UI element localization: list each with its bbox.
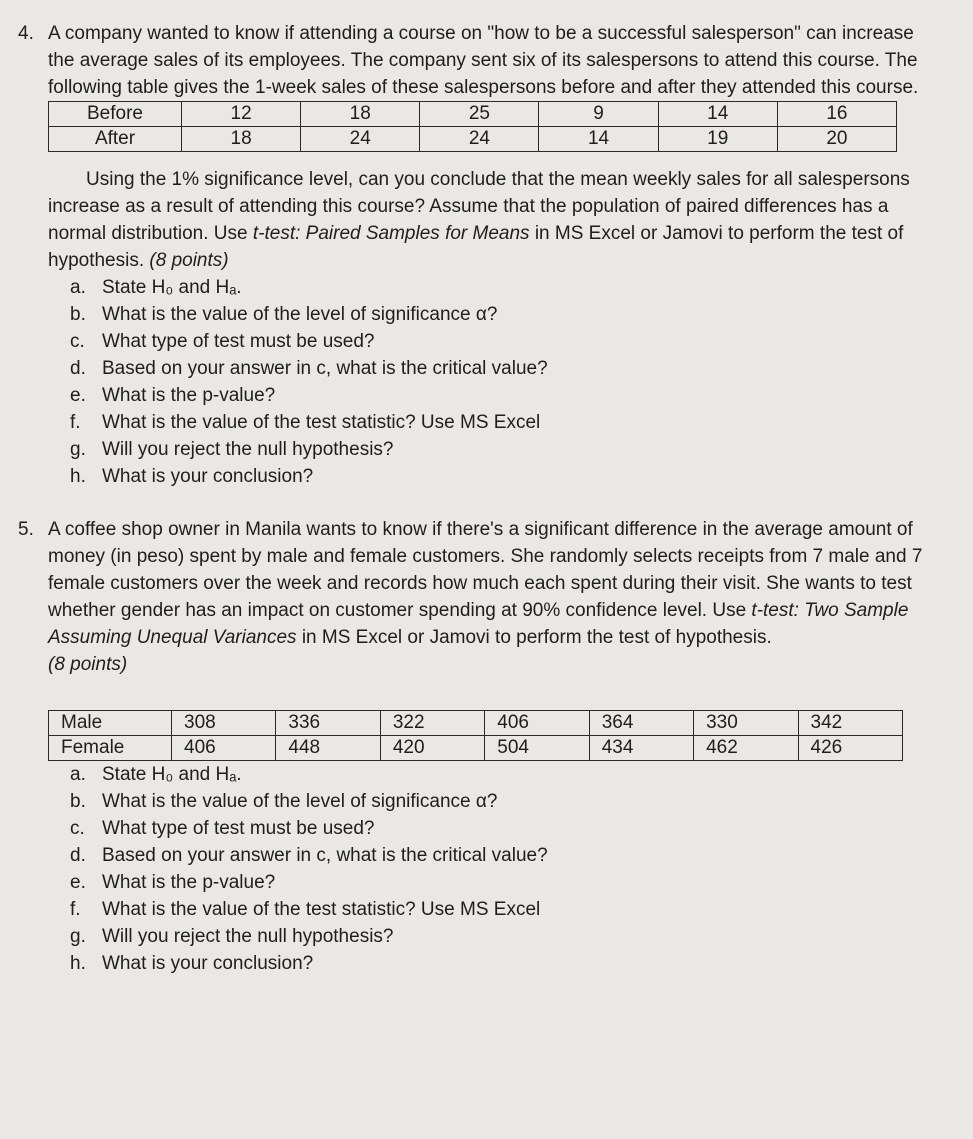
problem-5-subquestion — [70, 923, 933, 950]
problem-5-subquestion-text: What is the value of the level of significance α? — [102, 791, 498, 812]
problem-5-subquestion-label: g. — [70, 926, 86, 947]
problem-4-subquestion-label: c. — [70, 331, 85, 352]
problem-4-subquestion-text: State H₀ and Hₐ. — [102, 277, 242, 298]
problem-4-table-cell: 24 — [420, 127, 539, 152]
problem-5-subquestion — [70, 761, 933, 788]
problem-4-subquestion — [70, 463, 933, 490]
problem-5-table-cell: 406 — [485, 711, 589, 736]
problem-5-table-row-label: Female — [49, 736, 172, 761]
problem-4-table-cell: 24 — [301, 127, 420, 152]
problem-4-table-cell: 19 — [658, 127, 777, 152]
problem-4-table-cell: 18 — [182, 127, 301, 152]
problem-5-table-cell: 504 — [485, 736, 589, 761]
problem-5-table-cell: 342 — [798, 711, 902, 736]
problem-5-subquestion-text: Will you reject the null hypothesis? — [102, 926, 394, 947]
problem-4-table-cell: 9 — [539, 102, 658, 127]
problem-5-subquestion-label: h. — [70, 953, 86, 974]
problem-5-table — [48, 710, 903, 761]
problem-5-intro-tail: in MS Excel or Jamovi to perform the test of hypothesis. — [296, 627, 772, 648]
problem-5-table-cell: 364 — [589, 711, 693, 736]
problem-4-subquestion-text: What type of test must be used? — [102, 331, 375, 352]
problem-4-subquestion-text: What is the value of the test statistic? Use MS Excel — [102, 412, 541, 433]
problem-4-intro: A company wanted to know if attending a course on "how to be a successful salesperson" can increase the average sales of its employees. The company sent six of its salespersons to attend this course. The following table gives the 1-week sales of these salespersons before and after they attended this course. — [48, 23, 919, 98]
problem-5-table-cell: 406 — [172, 736, 276, 761]
problem-4-number: 4. — [18, 23, 34, 44]
problem-4-subquestion-label: e. — [70, 385, 86, 406]
problem-4-subquestion — [70, 328, 933, 355]
problem-5-body — [48, 516, 933, 678]
problem-4-table-row — [49, 127, 897, 152]
problem-5-subquestions — [18, 761, 933, 977]
problem-4 — [18, 20, 933, 274]
problem-5-table-cell: 322 — [380, 711, 484, 736]
problem-5-intro — [48, 516, 933, 651]
problem-4-table-cell: 20 — [777, 127, 896, 152]
problem-5-subquestion-text: State H₀ and Hₐ. — [102, 764, 242, 785]
problem-4-subquestion-text: Will you reject the null hypothesis? — [102, 439, 394, 460]
problem-4-points: (8 points) — [149, 250, 229, 271]
problem-4-table-cell: 12 — [182, 102, 301, 127]
problem-4-subquestion-label: f. — [70, 412, 81, 433]
problem-5 — [18, 516, 933, 678]
problem-4-subquestion — [70, 436, 933, 463]
problem-5-points: (8 points) — [48, 654, 128, 675]
problem-4-subquestion — [70, 301, 933, 328]
problem-4-table-cell: 18 — [301, 102, 420, 127]
problem-5-table-row-label: Male — [49, 711, 172, 736]
problem-5-intro-text: A coffee shop owner in Manila wants to know if there's a significant difference in the average amount of money (in peso) spent by male and female customers. She randomly selects receipts from 7 male and 7 female customers over the week and records how much each spent during their visit. She wants to test whether gender has an impact on customer spending at 90% confidence level. Use — [48, 519, 923, 621]
problem-5-subquestion-text: What is the p-value? — [102, 872, 276, 893]
problem-5-subquestion-text: Based on your answer in c, what is the critical value? — [102, 845, 548, 866]
problem-5-subquestion-text: What is your conclusion? — [102, 953, 314, 974]
problem-4-subquestion-label: b. — [70, 304, 86, 325]
problem-5-subquestion — [70, 896, 933, 923]
problem-5-subquestion-label: c. — [70, 818, 85, 839]
problem-4-subquestion — [70, 274, 933, 301]
problem-4-subquestion — [70, 382, 933, 409]
problem-4-subquestion-text: What is the p-value? — [102, 385, 276, 406]
problem-4-table-cell: 25 — [420, 102, 539, 127]
problem-4-subquestion-label: h. — [70, 466, 86, 487]
problem-4-subquestion-text: What is the value of the level of significance α? — [102, 304, 498, 325]
problem-4-test-name: t-test: Paired Samples for Means — [252, 223, 530, 244]
problem-5-subquestion-label: f. — [70, 899, 81, 920]
problem-4-question-main: Using the 1% significance level, can you conclude that the mean weekly sales for all salespersons increase as a result of attending this course? Assume that the population of paired differences has a normal distribution. Use — [48, 169, 910, 244]
problem-4-subquestion-label: d. — [70, 358, 86, 379]
problem-5-subquestion-text: What type of test must be used? — [102, 818, 375, 839]
problem-5-subquestion-label: b. — [70, 791, 86, 812]
problem-5-table-cell: 308 — [172, 711, 276, 736]
problem-4-table-row-label: After — [49, 127, 182, 152]
problem-4-subquestion-text: Based on your answer in c, what is the critical value? — [102, 358, 548, 379]
problem-4-subquestion — [70, 355, 933, 382]
problem-4-table-cell: 14 — [539, 127, 658, 152]
problem-4-table — [48, 101, 897, 152]
problem-5-table-cell: 426 — [798, 736, 902, 761]
problem-4-question-tail: in MS Excel or Jamovi to perform the test of hypothesis. — [48, 223, 904, 271]
problem-5-subquestion-label: e. — [70, 872, 86, 893]
problem-4-subquestion-label: g. — [70, 439, 86, 460]
problem-4-table-row-label: Before — [49, 102, 182, 127]
problem-5-table-row — [49, 736, 903, 761]
problem-5-table-cell: 330 — [694, 711, 798, 736]
problem-5-table-cell: 462 — [694, 736, 798, 761]
problem-5-table-row — [49, 711, 903, 736]
problem-4-body — [48, 20, 933, 274]
problem-4-table-cell: 16 — [777, 102, 896, 127]
problem-5-subquestion — [70, 815, 933, 842]
problem-4-subquestion-label: a. — [70, 277, 86, 298]
problem-4-table-cell: 14 — [658, 102, 777, 127]
problem-5-table-cell: 434 — [589, 736, 693, 761]
problem-5-subquestion-text: What is the value of the test statistic? Use MS Excel — [102, 899, 541, 920]
problem-5-test-name: t-test: Two Sample Assuming Unequal Variances — [48, 600, 909, 648]
problem-5-subquestion-label: d. — [70, 845, 86, 866]
problem-5-subquestion — [70, 869, 933, 896]
problem-5-table-cell: 420 — [380, 736, 484, 761]
problem-5-subquestion — [70, 950, 933, 977]
problem-5-table-cell: 448 — [276, 736, 380, 761]
problem-5-number: 5. — [18, 519, 34, 540]
problem-4-subquestion-text: What is your conclusion? — [102, 466, 314, 487]
problem-5-subquestion — [70, 788, 933, 815]
problem-4-question — [48, 166, 933, 274]
problem-4-subquestion — [70, 409, 933, 436]
problem-5-table-cell: 336 — [276, 711, 380, 736]
problem-5-subquestion — [70, 842, 933, 869]
problem-4-table-row — [49, 102, 897, 127]
problem-4-subquestions — [18, 274, 933, 490]
problem-5-subquestion-label: a. — [70, 764, 86, 785]
